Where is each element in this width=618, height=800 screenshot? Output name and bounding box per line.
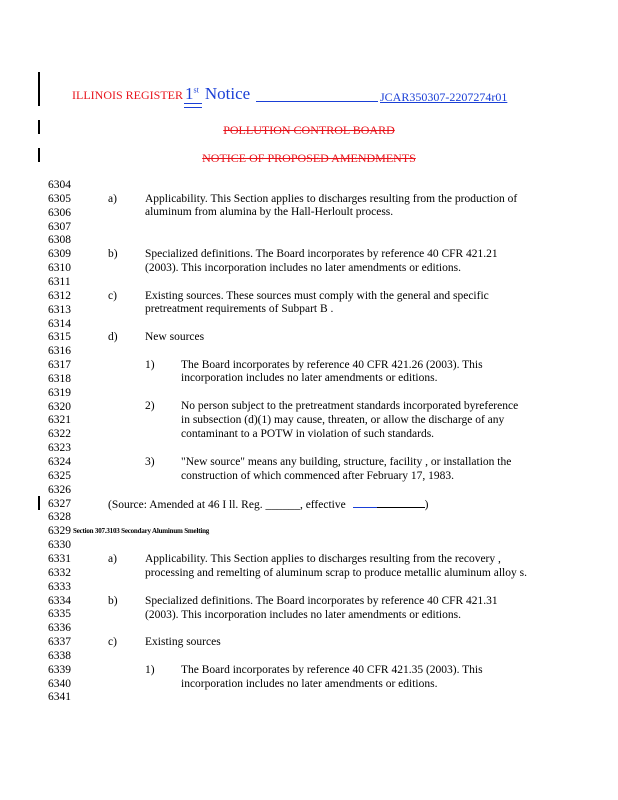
item-d2-line1: No person subject to the pretreatment standards incorporated byreference: [181, 400, 519, 412]
page-header: [72, 84, 250, 104]
item-d2-line3: contaminant to a POTW in violation of such standards.: [181, 428, 435, 440]
page-number-sup: st: [193, 85, 199, 95]
line-number: 6312: [48, 289, 71, 302]
header-underline: [256, 101, 378, 102]
section-heading: Section 307.3103 Secondary Aluminum Smelting: [73, 527, 210, 535]
line-number: 6308: [48, 234, 71, 247]
line-number: 6314: [48, 317, 71, 330]
line-number: 6329: [48, 525, 71, 538]
item-b-line2: (2003). This incorporation includes no later amendments or editions.: [145, 262, 461, 274]
section-c1-line2: incorporation includes no later amendments or editions.: [181, 678, 438, 690]
line-number: 6306: [48, 206, 71, 219]
item-d3-line1: "New source" means any building, structure, facility , or installation the: [181, 456, 512, 468]
source-note: [108, 497, 428, 513]
item-a-line2: aluminum from alumina by the Hall-Herloult process.: [145, 206, 394, 218]
item-b-line1: Specialized definitions. The Board incorporates by reference 40 CFR 421.21: [145, 248, 498, 260]
line-number: 6330: [48, 539, 71, 552]
line-number: 6311: [48, 275, 71, 288]
jcar-id: JCAR350307-2207274r01: [380, 90, 508, 104]
item-d2-line2: in subsection (d)(1) may cause, threaten, or allow the discharge of any: [181, 414, 505, 426]
section-c-line1: Existing sources: [145, 636, 221, 648]
item-a-line1: Applicability. This Section applies to discharges resulting from the production of: [145, 193, 518, 205]
register-label: ILLINOIS REGISTER: [72, 88, 183, 102]
section-c1-label: 1): [145, 664, 155, 676]
line-number: 6340: [48, 677, 71, 690]
line-number: 6339: [48, 663, 71, 676]
sup-underline-1: [184, 103, 202, 104]
item-d-line1: New sources: [145, 331, 205, 343]
item-c-line2: pretreatment requirements of Subpart B .: [145, 303, 334, 315]
line-number: 6336: [48, 622, 71, 635]
line-number: 6313: [48, 303, 71, 316]
item-d3-line2: construction of which commenced after February 17, 1983.: [181, 470, 455, 482]
source-prefix: (Source: Amended at 46 I ll. Reg.: [108, 499, 266, 511]
notice-title: NOTICE OF PROPOSED AMENDMENTS: [202, 151, 416, 165]
sup-underline-2: [184, 107, 202, 108]
board-name: POLLUTION CONTROL BOARD: [223, 123, 395, 137]
line-number: 6335: [48, 608, 71, 621]
line-number: 6333: [48, 580, 71, 593]
change-bar-source: [38, 496, 40, 510]
line-number: 6341: [48, 691, 71, 704]
line-number: 6315: [48, 331, 71, 344]
source-blank-reg: ______: [265, 499, 300, 511]
item-d1-line1: The Board incorporates by reference 40 CFR 421.26 (2003). This: [181, 359, 483, 371]
line-number: 6320: [48, 400, 71, 413]
line-number: 6332: [48, 566, 71, 579]
item-a-label: a): [108, 193, 117, 205]
line-number: 6328: [48, 511, 71, 524]
notice-label: Notice: [204, 84, 251, 103]
item-d3-label: 3): [145, 456, 155, 468]
line-number: 6307: [48, 220, 71, 233]
section-b-line1: Specialized definitions. The Board incorporates by reference 40 CFR 421.31: [145, 595, 498, 607]
section-c-label: c): [108, 636, 117, 648]
line-number: 6322: [48, 428, 71, 441]
section-a-label: a): [108, 553, 117, 565]
line-number: 6309: [48, 248, 71, 261]
page-number: 1: [185, 84, 194, 103]
section-c1-line1: The Board incorporates by reference 40 CFR 421.35 (2003). This: [181, 664, 483, 676]
line-number: 6321: [48, 414, 71, 427]
item-d-label: d): [108, 331, 118, 343]
item-d1-label: 1): [145, 359, 155, 371]
line-number: 6326: [48, 483, 71, 496]
section-a-line1: Applicability. This Section applies to discharges resulting from the recovery ,: [145, 553, 501, 565]
section-b-line2: (2003). This incorporation includes no later amendments or editions.: [145, 609, 461, 621]
line-number: 6331: [48, 553, 71, 565]
item-d1-line2: incorporation includes no later amendments or editions.: [181, 372, 438, 384]
line-number: 6338: [48, 649, 71, 662]
line-number: 6325: [48, 469, 71, 482]
line-number: 6337: [48, 636, 71, 648]
source-end: ): [424, 499, 429, 511]
line-number: 6304: [48, 179, 71, 191]
section-b-label: b): [108, 595, 118, 607]
line-number: 6324: [48, 456, 71, 468]
line-number: 6317: [48, 359, 71, 371]
section-a-line2: processing and remelting of aluminum scrap to produce metallic aluminum alloy s.: [145, 567, 527, 579]
source-blank-blue: [353, 497, 377, 508]
source-blank-date: [377, 497, 425, 508]
line-number: 6310: [48, 262, 71, 275]
line-number: 6327: [48, 497, 71, 510]
change-bar-header: [38, 72, 40, 106]
line-number: 6319: [48, 386, 71, 399]
line-number: 6323: [48, 442, 71, 455]
item-d2-label: 2): [145, 400, 155, 412]
line-number: 6334: [48, 594, 71, 607]
item-c-line1: Existing sources. These sources must comply with the general and specific: [145, 290, 489, 302]
source-mid: , effective: [299, 499, 349, 511]
line-number: 6318: [48, 372, 71, 385]
item-c-label: c): [108, 290, 117, 302]
line-number: 6305: [48, 192, 71, 205]
line-number: 6316: [48, 345, 71, 358]
item-b-label: b): [108, 248, 118, 260]
